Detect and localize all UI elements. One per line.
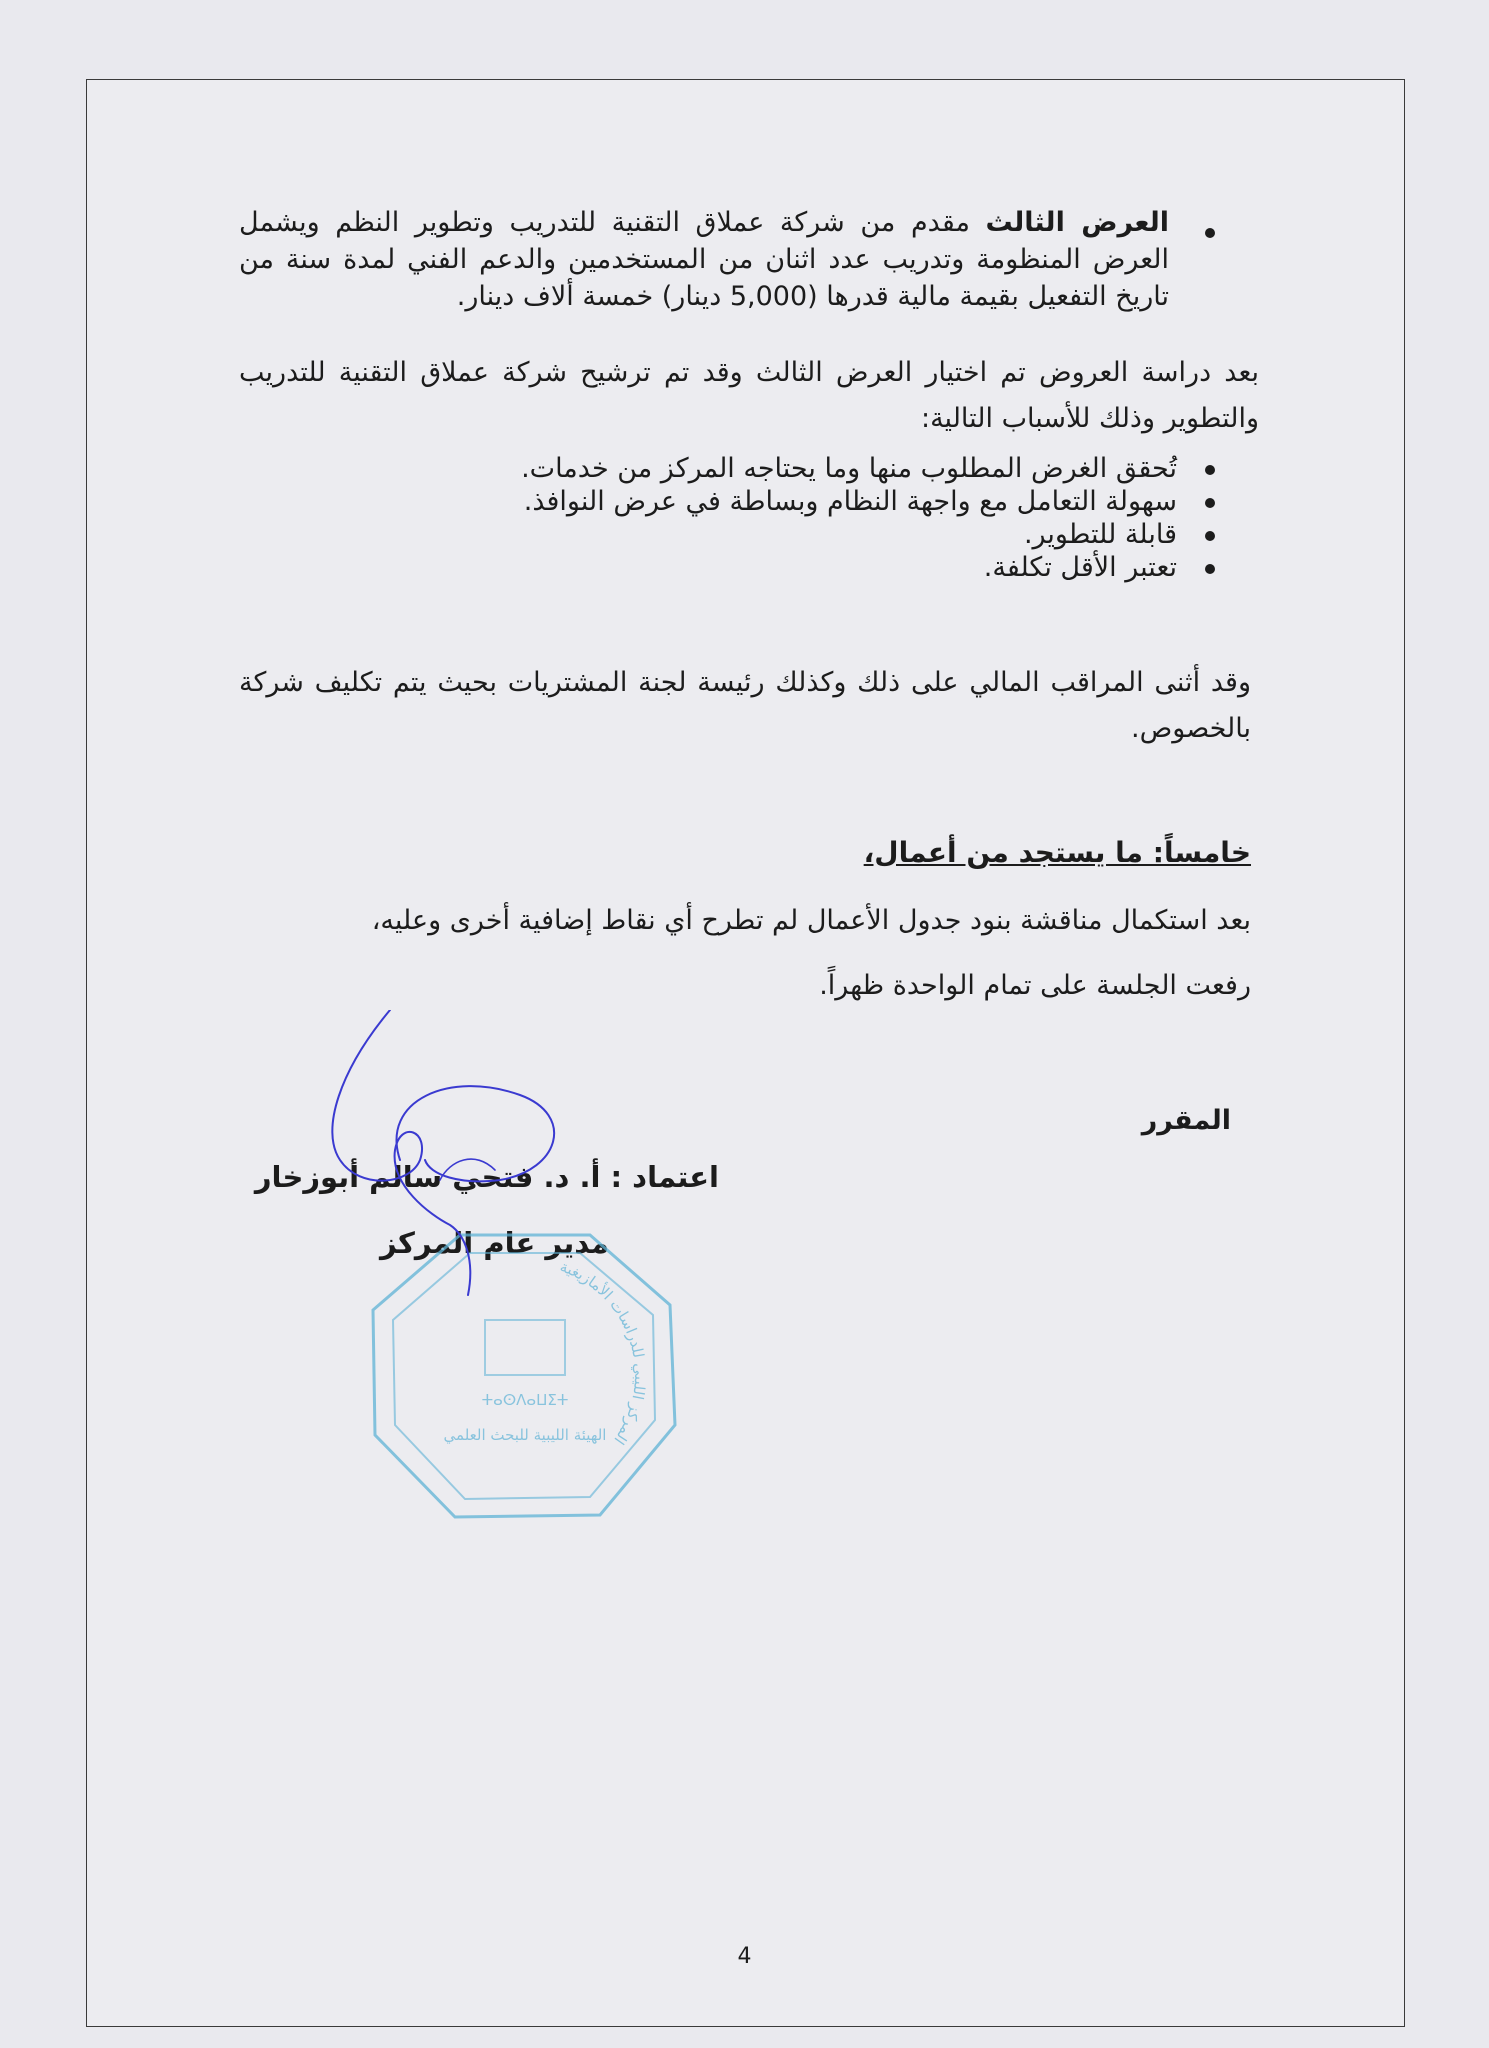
selection-paragraph: بعد دراسة العروض تم اختيار العرض الثالث وقد تم ترشيح شركة عملاق التقنية للتدريب والتطوير وذلك للأسباب التالية: bbox=[239, 357, 1259, 434]
list-item: تُحقق الغرض المطلوب منها وما يحتاجه المركز من خدمات. bbox=[277, 452, 1177, 485]
stamp-ring-text: المركز الليبي للدراسات الأمازيغية bbox=[557, 1257, 650, 1448]
list-item: تعتبر الأقل تكلفة. bbox=[277, 551, 1177, 584]
director-title: مدير عام المركز bbox=[380, 1226, 609, 1260]
bullet-dot bbox=[1205, 564, 1215, 574]
reasons-list bbox=[277, 452, 1177, 584]
bullet-dot bbox=[1205, 228, 1215, 238]
bullet-dot bbox=[1205, 498, 1215, 508]
approval-signatory: اعتماد : أ. د. فتحي سالم أبوزخار bbox=[254, 1160, 719, 1194]
bullet-dot bbox=[1205, 465, 1215, 475]
third-offer-paragraph bbox=[239, 204, 1169, 315]
third-offer-text: مقدم من شركة عملاق التقنية للتدريب وتطوير النظم ويشمل العرض المنظومة وتدريب عدد اثنان من المستخدمين والدعم الفني لمدة سنة من تاريخ التفعيل بقيمة مالية قدرها (5,000 دينار) خمسة ألاف دينار. bbox=[239, 207, 1169, 312]
list-item: قابلة للتطوير. bbox=[277, 518, 1177, 551]
list-item: سهولة التعامل مع واجهة النظام وبساطة في عرض النوافذ. bbox=[277, 485, 1177, 518]
rapporteur-label: المقرر bbox=[1141, 1105, 1231, 1136]
stamp-emblem bbox=[485, 1320, 565, 1375]
section-five-heading: خامساً: ما يستجد من أعمال، bbox=[863, 836, 1251, 869]
page-number: 4 bbox=[737, 1944, 752, 1969]
section-five-line-1: بعد استكمال مناقشة بنود جدول الأعمال لم تطرح أي نقاط إضافية أخرى وعليه، bbox=[371, 905, 1251, 936]
stamp-inner-text: الهيئة الليبية للبحث العلمي bbox=[443, 1426, 607, 1444]
third-offer-label: العرض الثالث bbox=[985, 207, 1169, 238]
stamp-tifinagh-text: ⵜⴰⵙⴷⴰⵡⵉⵜ bbox=[481, 1391, 569, 1409]
handwritten-signature bbox=[300, 1010, 640, 1310]
approval-note-paragraph: وقد أثنى المراقب المالي على ذلك وكذلك رئيسة لجنة المشتريات بحيث يتم تكليف شركة بالخصوص. bbox=[239, 667, 1251, 744]
section-five-line-2: رفعت الجلسة على تمام الواحدة ظهراً. bbox=[819, 970, 1251, 1001]
bullet-dot bbox=[1205, 531, 1215, 541]
